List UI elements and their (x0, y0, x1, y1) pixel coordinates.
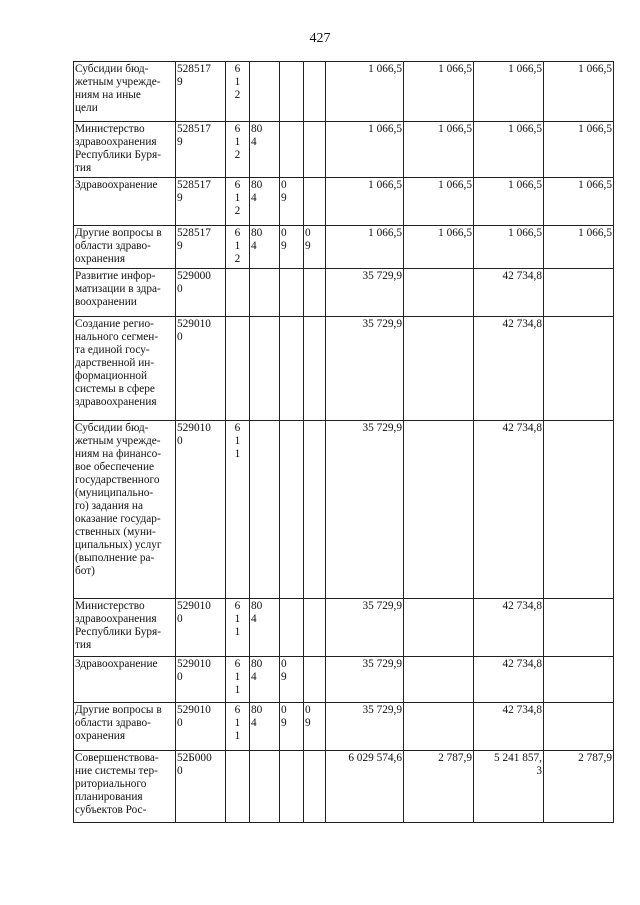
amount-cell-2-text: 2 787,9 (438, 752, 472, 764)
target-article-cell (176, 657, 226, 703)
expense-type-cell (226, 178, 250, 226)
subsection-cell (304, 421, 326, 599)
subsection-cell (304, 703, 326, 751)
item-name-cell (74, 599, 176, 657)
subsection-cell (304, 751, 326, 823)
subsection-cell (304, 657, 326, 703)
amount-cell-4 (544, 122, 614, 178)
expense-type-cell (226, 599, 250, 657)
department-cell-text: 80 4 (251, 658, 263, 683)
expense-type-cell (226, 421, 250, 599)
amount-cell-4 (544, 657, 614, 703)
amount-cell-1 (326, 317, 404, 421)
department-cell-text: 80 4 (251, 704, 263, 729)
item-name-cell (74, 226, 176, 269)
section-cell (280, 657, 304, 703)
amount-cell-4 (544, 751, 614, 823)
item-name-cell (74, 178, 176, 226)
amount-cell-2 (404, 62, 474, 122)
amount-cell-1-text: 35 729,9 (362, 270, 402, 282)
table-body (74, 62, 614, 823)
amount-cell-1-text: 1 066,5 (368, 123, 402, 135)
item-name-cell-text: Другие вопросы в области здраво- охранения (75, 704, 162, 742)
amount-cell-4-text: 1 066,5 (578, 123, 612, 135)
amount-cell-2-text: 1 066,5 (438, 179, 472, 191)
department-cell (250, 178, 280, 226)
amount-cell-3 (474, 62, 544, 122)
amount-cell-2 (404, 421, 474, 599)
amount-cell-4 (544, 599, 614, 657)
table-row (74, 226, 614, 269)
section-cell (280, 421, 304, 599)
amount-cell-3 (474, 599, 544, 657)
amount-cell-3-text: 42 734,8 (502, 270, 542, 282)
target-article-cell (176, 703, 226, 751)
target-article-cell (176, 178, 226, 226)
section-cell (280, 178, 304, 226)
amount-cell-4 (544, 62, 614, 122)
table-row (74, 657, 614, 703)
amount-cell-3 (474, 421, 544, 599)
department-cell (250, 62, 280, 122)
amount-cell-1 (326, 122, 404, 178)
expense-type-cell-text: 6 1 2 (234, 227, 241, 265)
amount-cell-3 (474, 751, 544, 823)
section-cell-text: 0 9 (281, 704, 287, 729)
department-cell (250, 122, 280, 178)
item-name-cell (74, 122, 176, 178)
amount-cell-1-text: 1 066,5 (368, 63, 402, 75)
amount-cell-1 (326, 62, 404, 122)
amount-cell-3-text: 42 734,8 (502, 318, 542, 330)
item-name-cell-text: Субсидии бюд- жетным учрежде- ниям на финансо- вое обеспечение государственного (муниципально- го) задания на оказание государ- ственных (муни- ципальных) услуг (выполнение ра- бот) (75, 422, 162, 577)
department-cell (250, 269, 280, 317)
amount-cell-3-text: 42 734,8 (502, 422, 542, 434)
section-cell-text: 0 9 (281, 658, 287, 683)
department-cell (250, 317, 280, 421)
expense-type-cell (226, 317, 250, 421)
department-cell (250, 703, 280, 751)
section-cell (280, 62, 304, 122)
department-cell-text: 80 4 (251, 600, 263, 625)
subsection-cell (304, 226, 326, 269)
amount-cell-1 (326, 269, 404, 317)
target-article-cell (176, 317, 226, 421)
item-name-cell-text: Создание регио- нального сегмен- та единой госу- дарственной ин- формационной системы в сфере здравоохранения (75, 318, 159, 408)
budget-table (73, 61, 614, 823)
target-article-cell (176, 599, 226, 657)
department-cell (250, 226, 280, 269)
amount-cell-2 (404, 178, 474, 226)
target-article-cell-text: 529010 0 (177, 318, 211, 343)
table-row (74, 178, 614, 226)
target-article-cell-text: 529010 0 (177, 658, 211, 683)
amount-cell-1-text: 35 729,9 (362, 658, 402, 670)
table-row (74, 62, 614, 122)
amount-cell-3 (474, 226, 544, 269)
amount-cell-3 (474, 703, 544, 751)
item-name-cell (74, 269, 176, 317)
amount-cell-1 (326, 226, 404, 269)
amount-cell-2 (404, 269, 474, 317)
amount-cell-3-text: 42 734,8 (502, 704, 542, 716)
expense-type-cell (226, 269, 250, 317)
amount-cell-2 (404, 751, 474, 823)
item-name-cell-text: Развитие инфор- матизации в здра- воохранении (75, 270, 161, 308)
amount-cell-1 (326, 178, 404, 226)
target-article-cell (176, 226, 226, 269)
amount-cell-1 (326, 421, 404, 599)
item-name-cell (74, 703, 176, 751)
target-article-cell (176, 421, 226, 599)
table-row (74, 317, 614, 421)
section-cell (280, 317, 304, 421)
amount-cell-1-text: 6 029 574,6 (348, 752, 402, 764)
item-name-cell-text: Министерство здравоохранения Республики Буря- тия (75, 600, 161, 651)
subsection-cell (304, 178, 326, 226)
expense-type-cell-text: 6 1 2 (234, 123, 241, 161)
target-article-cell (176, 62, 226, 122)
amount-cell-2-text: 1 066,5 (438, 63, 472, 75)
amount-cell-2 (404, 599, 474, 657)
department-cell (250, 421, 280, 599)
amount-cell-1-text: 1 066,5 (368, 227, 402, 239)
subsection-cell (304, 122, 326, 178)
amount-cell-3 (474, 178, 544, 226)
amount-cell-1 (326, 599, 404, 657)
item-name-cell-text: Министерство здравоохранения Республики Буря- тия (75, 123, 161, 174)
amount-cell-3-text: 5 241 857, 3 (493, 752, 542, 777)
amount-cell-2 (404, 122, 474, 178)
amount-cell-2-text: 1 066,5 (438, 227, 472, 239)
expense-type-cell (226, 703, 250, 751)
target-article-cell-text: 528517 9 (177, 63, 211, 88)
item-name-cell (74, 657, 176, 703)
section-cell-text: 0 9 (281, 227, 287, 252)
amount-cell-3 (474, 317, 544, 421)
item-name-cell (74, 751, 176, 823)
section-cell (280, 226, 304, 269)
item-name-cell-text: Совершенствова- ние системы тер- риториального планирования субъектов Рос- (75, 752, 159, 816)
table-row (74, 751, 614, 823)
amount-cell-4 (544, 269, 614, 317)
section-cell (280, 269, 304, 317)
department-cell (250, 599, 280, 657)
department-cell-text: 80 4 (251, 179, 263, 204)
item-name-cell-text: Другие вопросы в области здраво- охранения (75, 227, 162, 265)
subsection-cell (304, 317, 326, 421)
expense-type-cell (226, 62, 250, 122)
amount-cell-3-text: 1 066,5 (508, 123, 542, 135)
expense-type-cell (226, 657, 250, 703)
expense-type-cell-text: 6 1 1 (234, 422, 241, 460)
amount-cell-1 (326, 751, 404, 823)
expense-type-cell (226, 122, 250, 178)
section-cell (280, 122, 304, 178)
amount-cell-3-text: 42 734,8 (502, 658, 542, 670)
item-name-cell-text: Субсидии бюд- жетным учрежде- ниям на иные цели (75, 63, 161, 114)
target-article-cell (176, 122, 226, 178)
department-cell-text: 80 4 (251, 123, 263, 148)
amount-cell-3-text: 1 066,5 (508, 227, 542, 239)
target-article-cell-text: 529010 0 (177, 600, 211, 625)
item-name-cell (74, 421, 176, 599)
amount-cell-3 (474, 657, 544, 703)
expense-type-cell (226, 226, 250, 269)
department-cell-text: 80 4 (251, 227, 263, 252)
amount-cell-1-text: 35 729,9 (362, 422, 402, 434)
amount-cell-4 (544, 317, 614, 421)
amount-cell-4 (544, 703, 614, 751)
target-article-cell-text: 529010 0 (177, 422, 211, 447)
section-cell (280, 703, 304, 751)
amount-cell-3-text: 1 066,5 (508, 179, 542, 191)
target-article-cell-text: 52Б000 0 (177, 752, 212, 777)
expense-type-cell-text: 6 1 1 (234, 600, 241, 638)
target-article-cell (176, 269, 226, 317)
subsection-cell (304, 599, 326, 657)
table-row (74, 703, 614, 751)
amount-cell-3-text: 1 066,5 (508, 63, 542, 75)
expense-type-cell (226, 751, 250, 823)
subsection-cell-text: 0 9 (305, 704, 311, 729)
amount-cell-1 (326, 703, 404, 751)
item-name-cell (74, 62, 176, 122)
amount-cell-4-text: 1 066,5 (578, 63, 612, 75)
target-article-cell (176, 751, 226, 823)
department-cell (250, 657, 280, 703)
amount-cell-2 (404, 657, 474, 703)
amount-cell-2 (404, 226, 474, 269)
section-cell (280, 751, 304, 823)
expense-type-cell-text: 6 1 1 (234, 704, 241, 742)
amount-cell-1-text: 1 066,5 (368, 179, 402, 191)
item-name-cell (74, 317, 176, 421)
target-article-cell-text: 528517 9 (177, 227, 211, 252)
item-name-cell-text: Здравоохранение (75, 179, 158, 191)
table-row (74, 122, 614, 178)
amount-cell-3 (474, 122, 544, 178)
amount-cell-4 (544, 178, 614, 226)
amount-cell-3 (474, 269, 544, 317)
table-row (74, 421, 614, 599)
expense-type-cell-text: 6 1 2 (234, 63, 241, 101)
expense-type-cell-text: 6 1 1 (234, 658, 241, 696)
amount-cell-4-text: 2 787,9 (578, 752, 612, 764)
table-row (74, 599, 614, 657)
target-article-cell-text: 528517 9 (177, 123, 211, 148)
subsection-cell (304, 62, 326, 122)
section-cell-text: 0 9 (281, 179, 287, 204)
subsection-cell (304, 269, 326, 317)
expense-type-cell-text: 6 1 2 (234, 179, 241, 217)
item-name-cell-text: Здравоохранение (75, 658, 158, 670)
amount-cell-1-text: 35 729,9 (362, 704, 402, 716)
amount-cell-4-text: 1 066,5 (578, 179, 612, 191)
amount-cell-1-text: 35 729,9 (362, 600, 402, 612)
amount-cell-4 (544, 421, 614, 599)
table-row (74, 269, 614, 317)
amount-cell-2 (404, 317, 474, 421)
target-article-cell-text: 529010 0 (177, 704, 211, 729)
amount-cell-4-text: 1 066,5 (578, 227, 612, 239)
amount-cell-1 (326, 657, 404, 703)
section-cell (280, 599, 304, 657)
amount-cell-1-text: 35 729,9 (362, 318, 402, 330)
amount-cell-3-text: 42 734,8 (502, 600, 542, 612)
department-cell (250, 751, 280, 823)
target-article-cell-text: 528517 9 (177, 179, 211, 204)
subsection-cell-text: 0 9 (305, 227, 311, 252)
amount-cell-4 (544, 226, 614, 269)
page-number: 427 (309, 31, 331, 46)
target-article-cell-text: 529000 0 (177, 270, 211, 295)
amount-cell-2-text: 1 066,5 (438, 123, 472, 135)
amount-cell-2 (404, 703, 474, 751)
